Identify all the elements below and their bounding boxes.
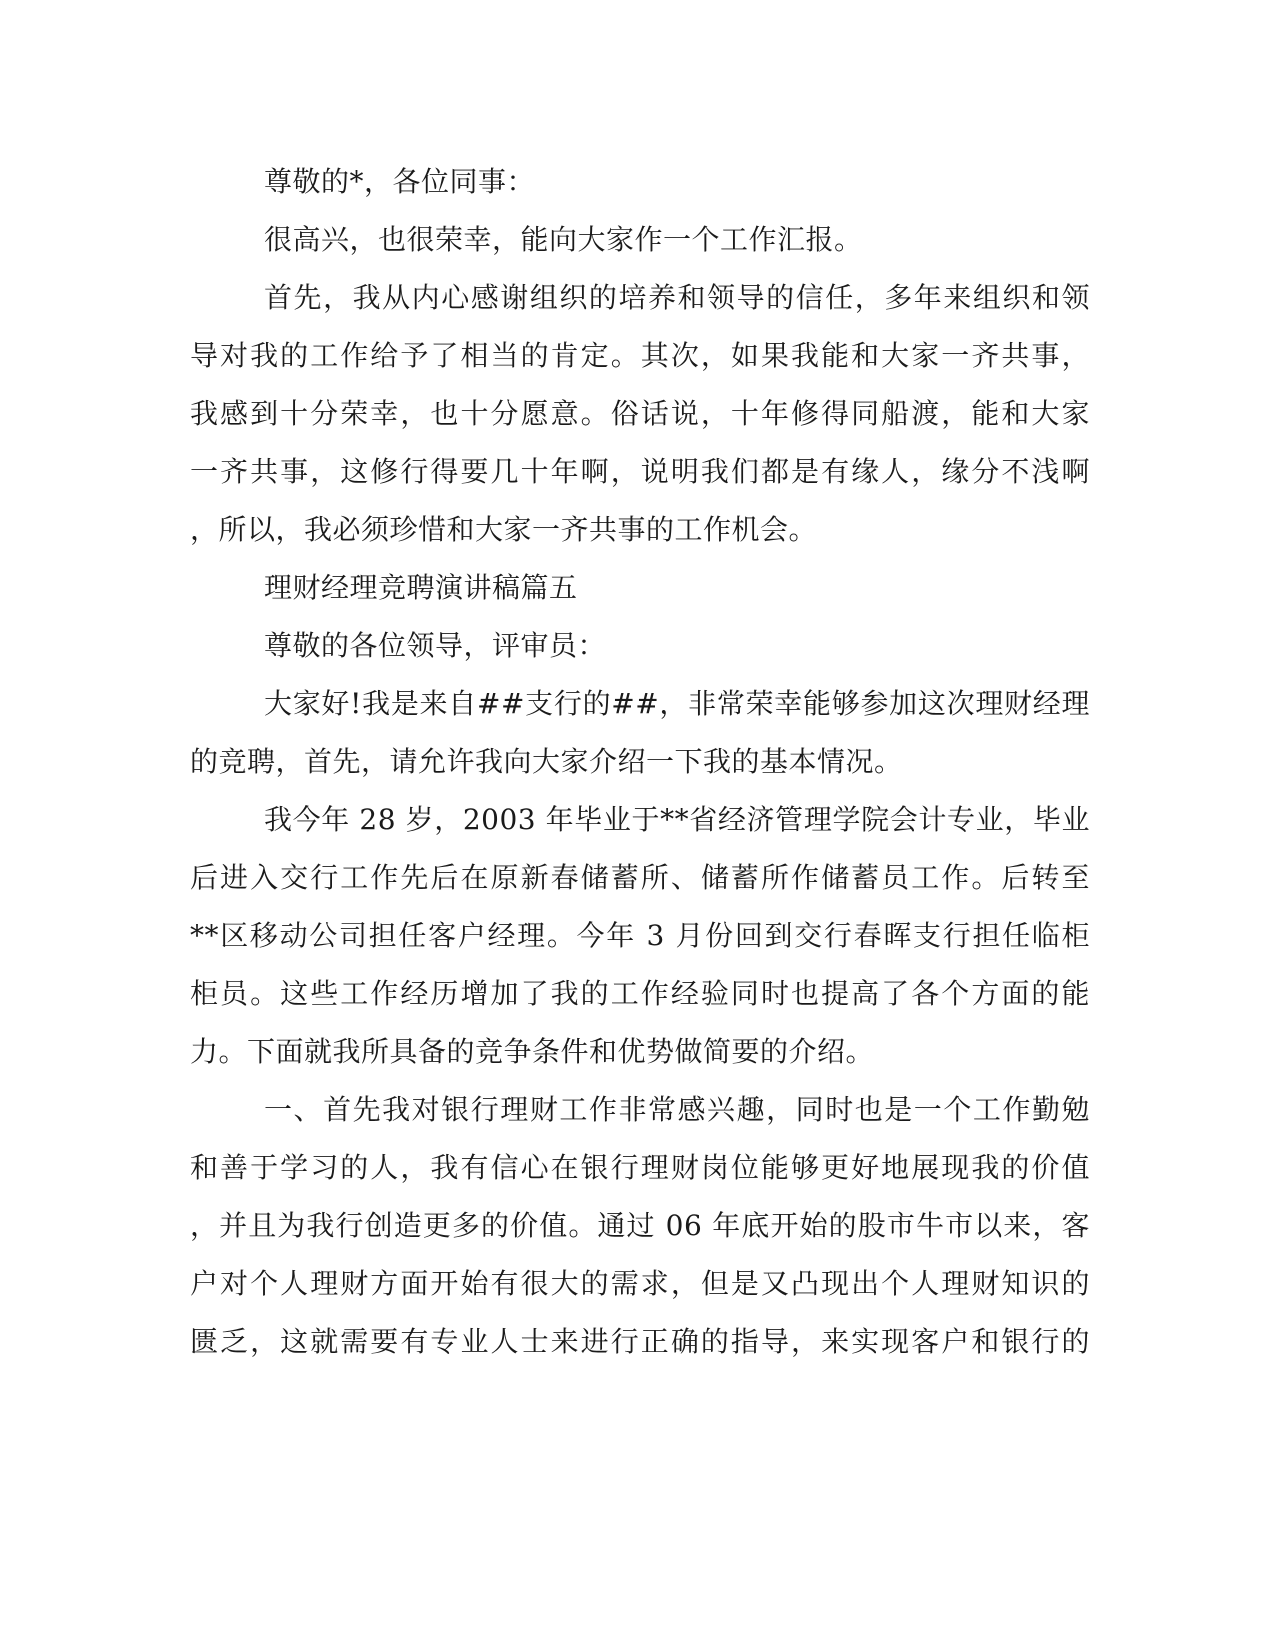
text-line: 户对个人理财方面开始有很大的需求，但是又凸现出个人理财知识的 [190, 1267, 1090, 1300]
text-line: 很高兴，也很荣幸，能向大家作一个工作汇报。 [264, 223, 863, 256]
text-line: 后进入交行工作先后在原新春储蓄所、储蓄所作储蓄员工作。后转至 [190, 861, 1090, 894]
text-line: 的竞聘，首先，请允许我向大家介绍一下我的基本情况。 [190, 745, 903, 778]
text-line: 柜员。这些工作经历增加了我的工作经验同时也提高了各个方面的能 [190, 977, 1090, 1010]
text-line: 大家好!我是来自##支行的##，非常荣幸能够参加这次理财经理 [264, 687, 1090, 720]
text-line: **区移动公司担任客户经理。今年 3 月份回到交行春晖支行担任临柜 [190, 919, 1090, 952]
text-line: 首先，我从内心感谢组织的培养和领导的信任，多年来组织和领 [264, 281, 1090, 314]
text-line: 尊敬的*，各位同事： [264, 165, 536, 198]
text-line: 尊敬的各位领导，评审员： [264, 629, 607, 662]
text-line: ，所以，我必须珍惜和大家一齐共事的工作机会。 [190, 513, 818, 546]
text-line: 一、首先我对银行理财工作非常感兴趣，同时也是一个工作勤勉 [264, 1093, 1090, 1126]
text-line: ，并且为我行创造更多的价值。通过 06 年底开始的股市牛市以来，客 [190, 1209, 1090, 1242]
text-line: 和善于学习的人，我有信心在银行理财岗位能够更好地展现我的价值 [190, 1151, 1090, 1184]
text-line: 导对我的工作给予了相当的肯定。其次，如果我能和大家一齐共事， [190, 339, 1090, 372]
text-line: 力。下面就我所具备的竞争条件和优势做简要的介绍。 [190, 1035, 875, 1068]
text-line: 匮乏，这就需要有专业人士来进行正确的指导，来实现客户和银行的 [190, 1325, 1090, 1358]
text-line: 我感到十分荣幸，也十分愿意。俗话说，十年修得同船渡，能和大家 [190, 397, 1090, 430]
text-line: 一齐共事，这修行得要几十年啊，说明我们都是有缘人，缘分不浅啊 [190, 455, 1090, 488]
section-heading: 理财经理竞聘演讲稿篇五 [264, 571, 578, 604]
text-line: 我今年 28 岁，2003 年毕业于**省经济管理学院会计专业，毕业 [264, 803, 1090, 836]
